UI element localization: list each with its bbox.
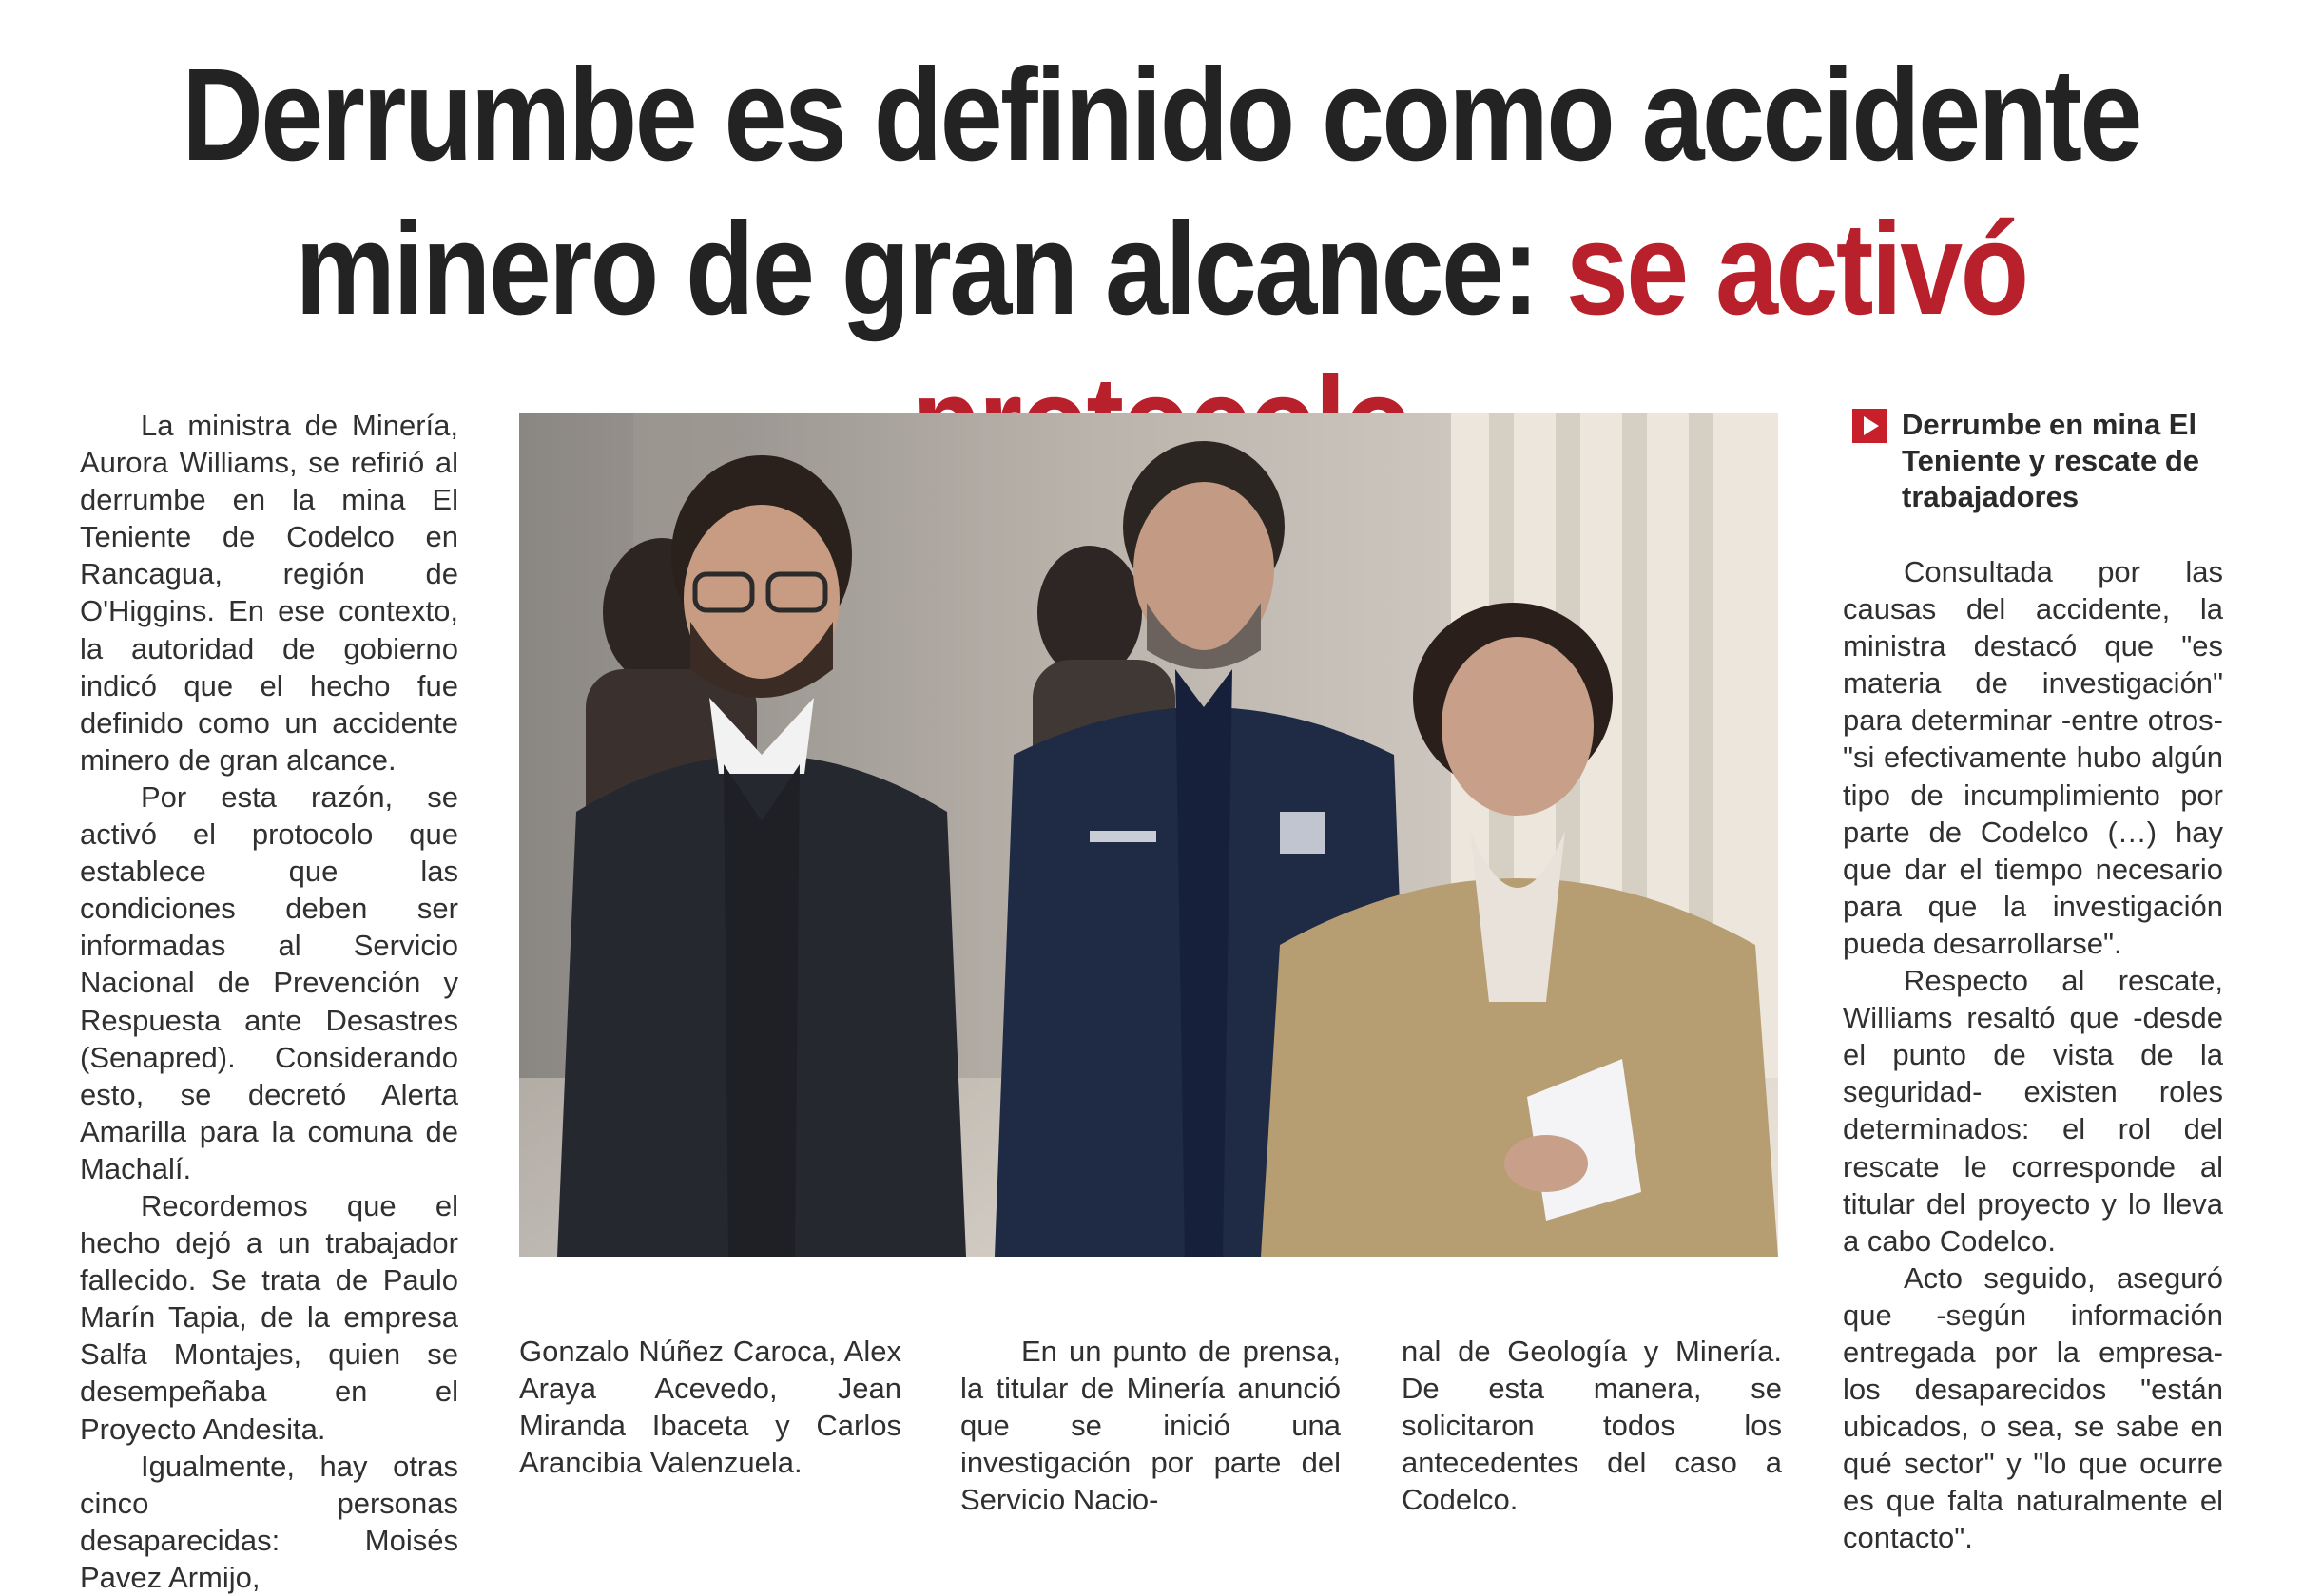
sidebar-title: Derrumbe en mina El Teniente y rescate de trabajadores xyxy=(1902,408,2200,513)
article-column-5 xyxy=(1843,553,2223,1557)
column1-paragraph-4: Igualmente, hay otras cinco personas desaparecidas: Moisés Pavez Armijo, xyxy=(80,1449,458,1594)
article-column-3 xyxy=(960,1333,1341,1518)
column2-paragraph-1: Gonzalo Núñez Caroca, Alex Araya Acevedo, Jean Miranda Ibaceta y Carlos Arancibia Valenzuela. xyxy=(519,1335,901,1480)
sidebar-header xyxy=(1852,407,2233,515)
column5-paragraph-2: Respecto al rescate, Williams resaltó que -desde el punto de vista de la seguridad- existen roles determinados: el rol del rescate le corresponde al titular del proyecto y lo lleva a cabo Codelco. xyxy=(1843,964,2223,1258)
article-column-1 xyxy=(80,407,458,1596)
article-column-2 xyxy=(519,1333,901,1481)
photo-illustration xyxy=(519,413,1778,1257)
column1-paragraph-3: Recordemos que el hecho dejó a un trabajador fallecido. Se trata de Paulo Marín Tapia, de la empresa Salfa Montajes, quien se desempeñaba en el Proyecto Andesita. xyxy=(80,1188,458,1446)
news-photo xyxy=(519,413,1778,1257)
headline-accent: se activó xyxy=(1565,196,2027,342)
headline-line-1: Derrumbe es definido como accidente xyxy=(182,42,2140,188)
column1-paragraph-2: Por esta razón, se activó el protocolo que establece que las condiciones deben ser informadas al Servicio Nacional de Prevención y Respuesta ante Desastres (Senapred). Considerando esto, se decretó Alerta Amarilla para la comuna de Machalí. xyxy=(80,779,458,1185)
column4-paragraph-1: nal de Geología y Minería. De esta manera, se solicitaron todos los antecedentes del caso a Codelco. xyxy=(1402,1335,1782,1517)
column5-paragraph-3: Acto seguido, aseguró que -según información entregada por la empresa- los desaparecidos "están ubicados, o sea, se sabe en qué sector" y "lo que ocurre es que falta naturalmente el contacto". xyxy=(1843,1260,2223,1555)
column1-paragraph-1: La ministra de Minería, Aurora Williams, se refirió al derrumbe en la mina El Teniente de Codelco en Rancagua, región de O'Higgins. En ese contexto, la autoridad de gobierno indicó que el hecho fue definido como un accidente minero de gran alcance. xyxy=(80,409,458,777)
headline-line-2-text: minero de gran alcance: xyxy=(295,196,1566,342)
article-column-4 xyxy=(1402,1333,1782,1518)
column5-paragraph-1: Consultada por las causas del accidente, la ministra destacó que "es materia de investigación" para determinar -entre otros- "si efectivamente hubo algún tipo de incumplimiento por parte de Codelco (…) hay que dar el tiempo necesario para que la investigación pueda desarrollarse". xyxy=(1843,555,2223,960)
play-icon xyxy=(1852,409,1887,443)
column3-paragraph-1: En un punto de prensa, la titular de Minería anunció que se inició una investigación por parte del Servicio Nacio- xyxy=(960,1335,1341,1517)
